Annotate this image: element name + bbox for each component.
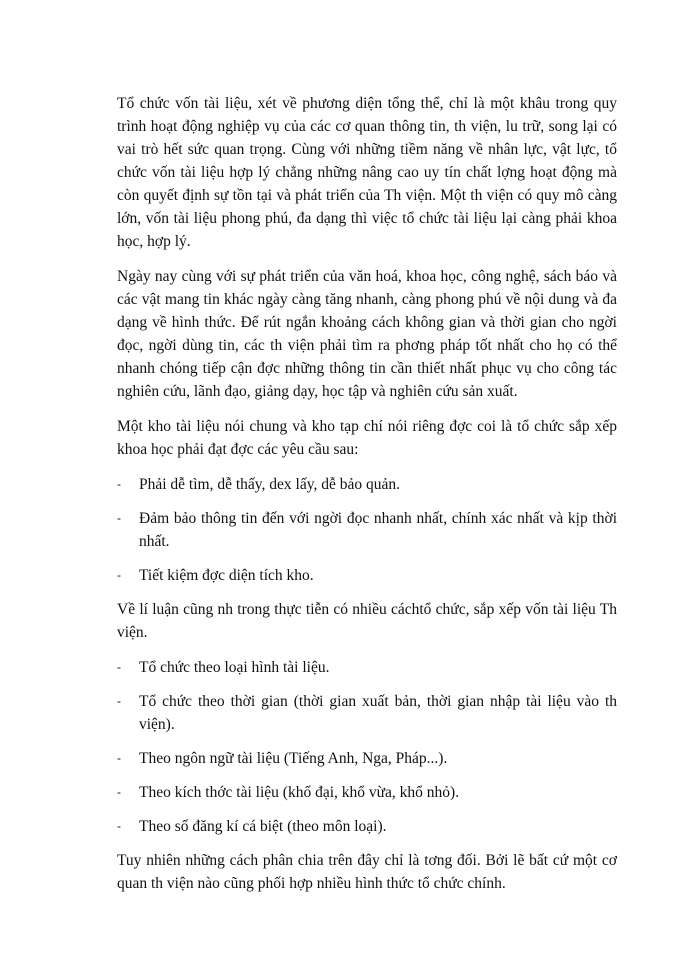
document-body bbox=[117, 92, 617, 907]
list-item-method bbox=[117, 656, 617, 679]
bullet-dash: - bbox=[117, 785, 121, 799]
bullet-dash: - bbox=[117, 751, 121, 765]
bullet-dash: - bbox=[117, 477, 121, 491]
list-item-requirement bbox=[117, 507, 617, 553]
list-item-method bbox=[117, 815, 617, 838]
paragraph-context: Ngày nay cùng với sự phát triển của văn hoá, khoa học, công nghệ, sách báo và các vật mang tin khác ngày càng tăng nhanh, càng phong phú về nội dung và đa dạng về hình thức. Để rút ngắn khoảng cách không gian và thời gian cho ngời đọc, ngời dùng tin, các th viện phải tìm ra phơng pháp tốt nhất cho họ có thể nhanh chóng tiếp cận đợc những thông tin cần thiết nhất phục vụ cho công tác nghiên cứu, lãnh đạo, giảng dạy, học tập và nghiên cứu sản xuất. bbox=[117, 268, 617, 400]
bullet-dash: - bbox=[117, 819, 121, 833]
list-item-text: Tiết kiệm đợc diện tích kho. bbox=[139, 567, 314, 584]
list-item-text: Phải dễ tìm, dễ thấy, dex lấy, dễ bảo quản. bbox=[139, 476, 400, 493]
list-item-requirement bbox=[117, 473, 617, 496]
list-item-text: Theo kích thớc tài liệu (khổ đại, khổ vừa, khổ nhỏ). bbox=[139, 784, 460, 801]
bullet-dash: - bbox=[117, 694, 121, 708]
paragraph-intro: Tổ chức vốn tài liệu, xét về phương diện tổng thể, chỉ là một khâu trong quy trình hoạt động nghiệp vụ của các cơ quan thông tin, th viện, lu trữ, song lại có vai trò hết sức quan trọng. Cùng với những tiềm năng về nhân lực, vật lực, tổ chức vốn tài liệu hợp lý chẳng những nâng cao uy tín chất lợng hoạt động mà còn quyết định sự tồn tại và phát triển của Th viện. Một th viện có quy mô càng lớn, vốn tài liệu phong phú, đa dạng thì việc tổ chức tài liệu lại càng phải khoa học, hợp lý. bbox=[117, 95, 617, 250]
paragraph-conclusion: Tuy nhiên những cách phân chia trên đây chỉ là tơng đối. Bởi lẽ bất cứ một cơ quan th viện nào cũng phối hợp nhiều hình thức tổ chức chính. bbox=[117, 852, 617, 892]
list-item-text: Tổ chức theo loại hình tài liệu. bbox=[139, 659, 330, 676]
paragraph-requirements-intro: Một kho tài liệu nói chung và kho tạp chí nói riêng đợc coi là tổ chức sắp xếp khoa học phải đạt đợc các yêu cầu sau: bbox=[117, 418, 617, 458]
list-item-requirement bbox=[117, 564, 617, 587]
list-item-method bbox=[117, 747, 617, 770]
bullet-dash: - bbox=[117, 511, 121, 525]
list-item-text: Tổ chức theo thời gian (thời gian xuất bản, thời gian nhập tài liệu vào th viện). bbox=[139, 693, 617, 733]
list-item-text: Đảm bảo thông tin đến với ngời đọc nhanh nhất, chính xác nhất và kịp thời nhất. bbox=[139, 510, 617, 550]
list-item-method bbox=[117, 690, 617, 736]
bullet-dash: - bbox=[117, 660, 121, 674]
paragraph-methods-intro: Về lí luận cũng nh trong thực tiễn có nhiều cáchtổ chức, sắp xếp vốn tài liệu Th viện. bbox=[117, 601, 617, 641]
bullet-dash: - bbox=[117, 568, 121, 582]
list-item-method bbox=[117, 781, 617, 804]
list-item-text: Theo ngôn ngữ tài liệu (Tiếng Anh, Nga, Pháp...). bbox=[139, 750, 448, 767]
list-item-text: Theo số đăng kí cá biệt (theo môn loại). bbox=[139, 818, 387, 835]
